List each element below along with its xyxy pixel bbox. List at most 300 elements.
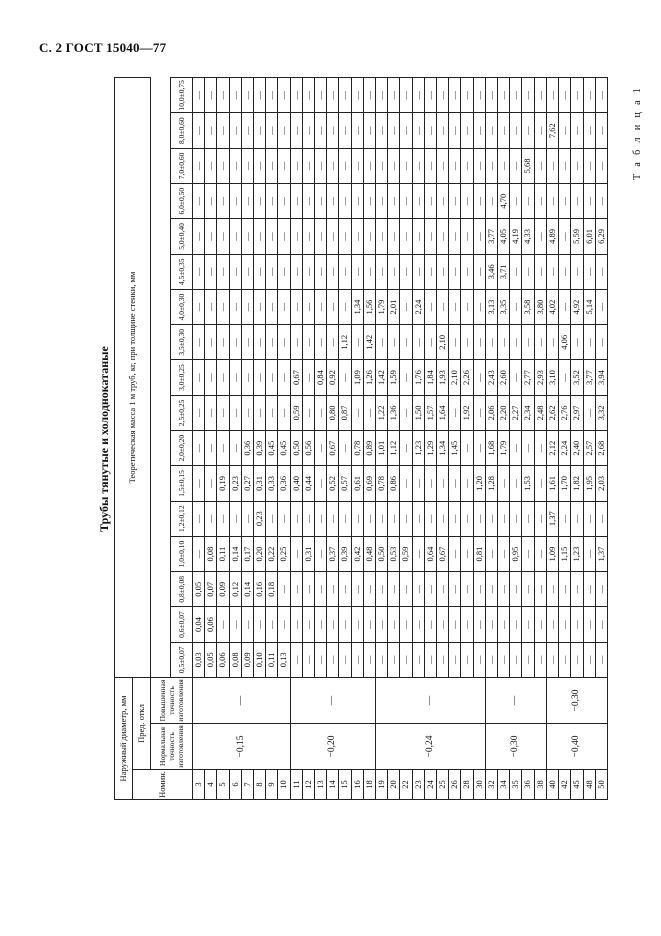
- mass-value-cell: —: [254, 325, 266, 360]
- thickness-header: 4,5±0,35: [171, 254, 193, 289]
- nominal-diameter-cell: 32: [485, 770, 497, 800]
- mass-value-cell: —: [339, 78, 351, 113]
- nominal-diameter-cell: 42: [559, 770, 571, 800]
- mass-value-cell: 1,68: [485, 431, 497, 466]
- thickness-header: 0,5±0,07: [171, 642, 193, 677]
- mass-value-cell: —: [376, 642, 388, 677]
- thickness-header: 1,0±0,10: [171, 536, 193, 571]
- nominal-diameter-cell: 7: [241, 770, 253, 800]
- mass-value-cell: —: [424, 325, 436, 360]
- table-body: [193, 78, 608, 800]
- mass-value-cell: 0,03: [193, 642, 205, 677]
- mass-value-cell: —: [254, 360, 266, 395]
- mass-value-cell: —: [510, 360, 522, 395]
- mass-value-cell: —: [229, 148, 241, 183]
- mass-value-cell: 2,57: [583, 431, 595, 466]
- mass-value-cell: —: [363, 219, 375, 254]
- mass-value-cell: —: [461, 325, 473, 360]
- pipe-mass-table: [114, 77, 608, 800]
- mass-value-cell: 1,42: [363, 325, 375, 360]
- mass-value-cell: 0,53: [388, 536, 400, 571]
- mass-value-cell: —: [302, 607, 314, 642]
- mass-value-cell: —: [217, 148, 229, 183]
- nominal-diameter-cell: 8: [254, 770, 266, 800]
- mass-value-cell: —: [595, 325, 607, 360]
- mass-value-cell: —: [522, 607, 534, 642]
- mass-value-cell: —: [351, 501, 363, 536]
- mass-value-cell: —: [278, 501, 290, 536]
- normal-tolerance-cell: −0,40: [546, 724, 607, 770]
- table-row: [376, 78, 388, 800]
- mass-value-cell: —: [376, 113, 388, 148]
- mass-value-cell: —: [546, 642, 558, 677]
- mass-value-cell: —: [266, 501, 278, 536]
- mass-value-cell: —: [376, 572, 388, 607]
- normal-tolerance-cell: −0,20: [290, 724, 375, 770]
- mass-value-cell: —: [473, 572, 485, 607]
- mass-value-cell: —: [266, 289, 278, 324]
- mass-value-cell: —: [327, 289, 339, 324]
- mass-value-cell: —: [522, 78, 534, 113]
- mass-value-cell: —: [510, 113, 522, 148]
- mass-value-cell: 0,25: [278, 536, 290, 571]
- mass-value-cell: —: [278, 113, 290, 148]
- mass-value-cell: —: [388, 642, 400, 677]
- mass-value-cell: —: [339, 184, 351, 219]
- mass-value-cell: —: [510, 148, 522, 183]
- mass-value-cell: —: [400, 254, 412, 289]
- mass-value-cell: —: [522, 254, 534, 289]
- mass-value-cell: —: [534, 113, 546, 148]
- mass-value-cell: —: [205, 501, 217, 536]
- mass-value-cell: —: [266, 395, 278, 430]
- mass-value-cell: —: [376, 78, 388, 113]
- thickness-header: 8,0±0,60: [171, 113, 193, 148]
- mass-value-cell: —: [583, 536, 595, 571]
- mass-value-cell: —: [595, 642, 607, 677]
- mass-value-cell: —: [498, 113, 510, 148]
- mass-value-cell: —: [363, 642, 375, 677]
- mass-value-cell: 1,92: [461, 395, 473, 430]
- mass-value-cell: —: [534, 148, 546, 183]
- mass-value-cell: —: [278, 607, 290, 642]
- nominal-diameter-cell: 15: [339, 770, 351, 800]
- mass-value-cell: —: [510, 254, 522, 289]
- mass-value-cell: —: [327, 148, 339, 183]
- mass-value-cell: —: [229, 254, 241, 289]
- mass-value-cell: 1,95: [583, 466, 595, 501]
- mass-value-cell: —: [498, 536, 510, 571]
- mass-value-cell: —: [522, 642, 534, 677]
- mass-value-cell: —: [290, 536, 302, 571]
- mass-value-cell: 1,57: [424, 395, 436, 430]
- mass-value-cell: —: [217, 113, 229, 148]
- mass-value-cell: —: [400, 219, 412, 254]
- mass-value-cell: —: [473, 501, 485, 536]
- mass-value-cell: —: [315, 572, 327, 607]
- mass-value-cell: —: [290, 289, 302, 324]
- mass-value-cell: —: [583, 607, 595, 642]
- mass-value-cell: 2,20: [498, 395, 510, 430]
- mass-value-cell: —: [278, 289, 290, 324]
- mass-value-cell: —: [217, 289, 229, 324]
- mass-value-cell: —: [583, 325, 595, 360]
- mass-value-cell: —: [351, 607, 363, 642]
- mass-value-cell: 1,37: [546, 501, 558, 536]
- thickness-header: 1,2±0,12: [171, 501, 193, 536]
- thickness-header: 5,0±0,40: [171, 219, 193, 254]
- mass-value-cell: —: [559, 254, 571, 289]
- mass-value-cell: —: [339, 289, 351, 324]
- mass-value-cell: —: [583, 148, 595, 183]
- mass-value-cell: 1,12: [339, 325, 351, 360]
- mass-value-cell: —: [461, 78, 473, 113]
- mass-value-cell: 0,10: [254, 642, 266, 677]
- mass-value-cell: —: [546, 607, 558, 642]
- mass-value-cell: —: [254, 289, 266, 324]
- mass-value-cell: —: [473, 219, 485, 254]
- mass-value-cell: 2,77: [522, 360, 534, 395]
- mass-value-cell: —: [424, 219, 436, 254]
- mass-value-cell: —: [546, 78, 558, 113]
- mass-value-cell: —: [363, 78, 375, 113]
- mass-value-cell: —: [473, 607, 485, 642]
- mass-value-cell: —: [351, 642, 363, 677]
- mass-value-cell: —: [376, 607, 388, 642]
- mass-value-cell: —: [400, 360, 412, 395]
- mass-value-cell: —: [217, 254, 229, 289]
- mass-value-cell: —: [510, 289, 522, 324]
- mass-value-cell: —: [315, 431, 327, 466]
- mass-value-cell: —: [400, 607, 412, 642]
- mass-value-cell: —: [363, 184, 375, 219]
- mass-value-cell: —: [339, 254, 351, 289]
- mass-value-cell: —: [193, 536, 205, 571]
- mass-value-cell: —: [376, 325, 388, 360]
- normal-tolerance-cell: −0,30: [485, 724, 546, 770]
- mass-value-cell: —: [302, 395, 314, 430]
- mass-value-cell: —: [327, 184, 339, 219]
- mass-value-cell: —: [473, 148, 485, 183]
- mass-value-cell: 2,03: [595, 466, 607, 501]
- mass-value-cell: 0,52: [327, 466, 339, 501]
- mass-value-cell: —: [315, 289, 327, 324]
- mass-value-cell: —: [461, 642, 473, 677]
- mass-value-cell: 0,87: [339, 395, 351, 430]
- mass-value-cell: —: [559, 78, 571, 113]
- thickness-header: 2,5±0,25: [171, 395, 193, 430]
- high-tolerance-cell: —: [290, 677, 375, 723]
- mass-value-cell: —: [571, 184, 583, 219]
- mass-value-cell: —: [571, 642, 583, 677]
- mass-value-cell: —: [376, 184, 388, 219]
- mass-value-cell: —: [363, 254, 375, 289]
- mass-value-cell: —: [266, 113, 278, 148]
- mass-value-cell: —: [461, 254, 473, 289]
- mass-value-cell: —: [583, 113, 595, 148]
- mass-value-cell: —: [278, 395, 290, 430]
- mass-value-cell: —: [302, 254, 314, 289]
- mass-value-cell: —: [376, 219, 388, 254]
- mass-value-cell: —: [534, 642, 546, 677]
- mass-value-cell: —: [351, 219, 363, 254]
- mass-value-cell: —: [449, 289, 461, 324]
- mass-value-cell: 1,53: [522, 466, 534, 501]
- mass-value-cell: 1,61: [546, 466, 558, 501]
- mass-value-cell: 0,67: [437, 536, 449, 571]
- mass-value-cell: —: [193, 219, 205, 254]
- mass-value-cell: 0,11: [266, 642, 278, 677]
- mass-value-cell: —: [412, 148, 424, 183]
- table-number-label: [632, 85, 646, 180]
- mass-value-cell: —: [534, 501, 546, 536]
- mass-value-cell: —: [449, 466, 461, 501]
- mass-value-cell: —: [595, 572, 607, 607]
- mass-value-cell: 0,14: [241, 572, 253, 607]
- mass-value-cell: —: [595, 607, 607, 642]
- mass-value-cell: 4,05: [498, 219, 510, 254]
- mass-value-cell: —: [315, 113, 327, 148]
- mass-value-cell: —: [449, 501, 461, 536]
- mass-value-cell: 0,67: [290, 360, 302, 395]
- thickness-header: 10,0±0,75: [171, 78, 193, 113]
- mass-value-cell: 0,64: [424, 536, 436, 571]
- mass-value-cell: —: [400, 148, 412, 183]
- mass-value-cell: —: [400, 572, 412, 607]
- mass-value-cell: 0,45: [278, 431, 290, 466]
- mass-value-cell: 0,14: [229, 536, 241, 571]
- mass-value-cell: —: [400, 431, 412, 466]
- table-title: Трубы тянутые и холоднокатаные: [97, 346, 111, 532]
- mass-value-cell: —: [302, 148, 314, 183]
- mass-value-cell: —: [290, 325, 302, 360]
- mass-value-cell: —: [510, 607, 522, 642]
- mass-value-cell: 0,56: [302, 431, 314, 466]
- nominal-diameter-cell: 22: [400, 770, 412, 800]
- mass-value-cell: 0,12: [229, 572, 241, 607]
- nominal-diameter-cell: 3: [193, 770, 205, 800]
- mass-value-cell: —: [400, 78, 412, 113]
- mass-value-cell: —: [510, 431, 522, 466]
- mass-value-cell: —: [400, 113, 412, 148]
- mass-value-cell: —: [315, 78, 327, 113]
- mass-value-cell: —: [559, 148, 571, 183]
- mass-value-cell: 0,50: [376, 536, 388, 571]
- mass-value-cell: —: [290, 184, 302, 219]
- mass-value-cell: 2,26: [461, 360, 473, 395]
- mass-value-cell: —: [559, 642, 571, 677]
- mass-value-cell: —: [437, 466, 449, 501]
- mass-value-cell: 2,76: [559, 395, 571, 430]
- mass-value-cell: —: [424, 254, 436, 289]
- high-accuracy-header: Повышенная точность изготовления: [151, 677, 193, 723]
- mass-value-cell: —: [412, 325, 424, 360]
- mass-value-cell: 0,18: [266, 572, 278, 607]
- mass-value-cell: —: [595, 501, 607, 536]
- mass-value-cell: —: [449, 607, 461, 642]
- mass-value-cell: —: [485, 607, 497, 642]
- table-row: [546, 78, 558, 800]
- mass-value-cell: —: [290, 148, 302, 183]
- mass-value-cell: —: [534, 607, 546, 642]
- mass-value-cell: —: [241, 395, 253, 430]
- mass-value-cell: 4,89: [546, 219, 558, 254]
- mass-value-cell: —: [583, 501, 595, 536]
- mass-value-cell: —: [302, 501, 314, 536]
- mass-value-cell: —: [571, 325, 583, 360]
- mass-value-cell: —: [424, 572, 436, 607]
- mass-value-cell: 3,80: [534, 289, 546, 324]
- mass-value-cell: —: [571, 148, 583, 183]
- nominal-diameter-cell: 4: [205, 770, 217, 800]
- mass-value-cell: —: [546, 572, 558, 607]
- mass-value-cell: —: [388, 572, 400, 607]
- mass-value-cell: —: [339, 219, 351, 254]
- mass-value-cell: —: [254, 607, 266, 642]
- mass-value-cell: 0,06: [205, 607, 217, 642]
- mass-value-cell: —: [376, 501, 388, 536]
- mass-value-cell: —: [205, 325, 217, 360]
- mass-value-cell: 0,92: [327, 360, 339, 395]
- mass-value-cell: —: [229, 501, 241, 536]
- mass-value-cell: —: [473, 360, 485, 395]
- mass-value-cell: —: [449, 78, 461, 113]
- mass-value-cell: 3,10: [546, 360, 558, 395]
- mass-value-cell: 5,59: [571, 219, 583, 254]
- mass-value-cell: —: [449, 113, 461, 148]
- mass-value-cell: 2,62: [546, 395, 558, 430]
- mass-value-cell: —: [339, 572, 351, 607]
- mass-value-cell: —: [315, 607, 327, 642]
- mass-value-cell: —: [583, 395, 595, 430]
- nominal-diameter-cell: 48: [583, 770, 595, 800]
- mass-value-cell: —: [424, 642, 436, 677]
- mass-value-cell: —: [534, 536, 546, 571]
- mass-value-cell: 2,06: [485, 395, 497, 430]
- mass-value-cell: —: [241, 607, 253, 642]
- mass-value-cell: —: [485, 148, 497, 183]
- mass-value-cell: —: [400, 184, 412, 219]
- mass-value-cell: —: [315, 254, 327, 289]
- mass-value-cell: 5,68: [522, 148, 534, 183]
- nominal-diameter-cell: 34: [498, 770, 510, 800]
- mass-value-cell: —: [205, 78, 217, 113]
- mass-value-cell: —: [546, 254, 558, 289]
- mass-value-cell: 5,14: [583, 289, 595, 324]
- mass-value-cell: 1,23: [571, 536, 583, 571]
- normal-accuracy-header: Нормальная точность изготовления: [151, 724, 193, 770]
- mass-value-cell: —: [424, 78, 436, 113]
- page-header: С. 2 ГОСТ 15040—77: [39, 40, 167, 55]
- mass-value-cell: —: [363, 572, 375, 607]
- mass-value-cell: —: [302, 289, 314, 324]
- mass-value-cell: —: [412, 78, 424, 113]
- mass-value-cell: —: [559, 501, 571, 536]
- mass-value-cell: —: [595, 254, 607, 289]
- mass-value-cell: —: [449, 572, 461, 607]
- thickness-header: 0,8±0,08: [171, 572, 193, 607]
- mass-value-cell: 0,20: [254, 536, 266, 571]
- mass-value-cell: —: [290, 219, 302, 254]
- mass-value-cell: —: [424, 113, 436, 148]
- mass-value-cell: 1,56: [363, 289, 375, 324]
- mass-value-cell: 0,05: [193, 572, 205, 607]
- mass-value-cell: —: [510, 325, 522, 360]
- mass-value-cell: —: [229, 395, 241, 430]
- mass-value-cell: —: [229, 184, 241, 219]
- mass-value-cell: —: [400, 325, 412, 360]
- mass-value-cell: —: [461, 148, 473, 183]
- mass-value-cell: 0,08: [229, 642, 241, 677]
- mass-value-cell: —: [193, 395, 205, 430]
- mass-value-cell: —: [254, 148, 266, 183]
- thickness-header: 1,5±0,15: [171, 466, 193, 501]
- mass-value-cell: —: [571, 78, 583, 113]
- nominal-diameter-cell: 9: [266, 770, 278, 800]
- mass-value-cell: —: [412, 219, 424, 254]
- mass-value-cell: 1,09: [546, 536, 558, 571]
- mass-value-cell: —: [351, 254, 363, 289]
- mass-value-cell: 1,59: [388, 360, 400, 395]
- mass-value-cell: 0,37: [327, 536, 339, 571]
- mass-value-cell: —: [193, 148, 205, 183]
- mass-value-cell: —: [254, 395, 266, 430]
- mass-value-cell: —: [522, 325, 534, 360]
- mass-value-cell: 1,01: [376, 431, 388, 466]
- mass-value-cell: 2,01: [388, 289, 400, 324]
- mass-value-cell: —: [498, 642, 510, 677]
- mass-value-cell: —: [485, 536, 497, 571]
- mass-value-cell: —: [449, 254, 461, 289]
- mass-value-cell: —: [193, 325, 205, 360]
- mass-value-cell: 0,36: [241, 431, 253, 466]
- nominal-diameter-cell: 16: [351, 770, 363, 800]
- mass-value-cell: —: [217, 78, 229, 113]
- mass-value-cell: 0,09: [217, 572, 229, 607]
- mass-value-cell: —: [534, 219, 546, 254]
- mass-value-cell: —: [424, 501, 436, 536]
- mass-value-cell: 0,17: [241, 536, 253, 571]
- mass-value-cell: 0,59: [400, 536, 412, 571]
- mass-value-cell: 0,69: [363, 466, 375, 501]
- mass-value-cell: —: [510, 642, 522, 677]
- mass-value-cell: —: [315, 219, 327, 254]
- mass-value-cell: —: [461, 501, 473, 536]
- mass-value-cell: 0,13: [278, 642, 290, 677]
- mass-value-cell: —: [254, 184, 266, 219]
- mass-value-cell: —: [559, 360, 571, 395]
- mass-value-cell: —: [559, 113, 571, 148]
- mass-value-cell: —: [522, 431, 534, 466]
- mass-value-cell: —: [583, 254, 595, 289]
- normal-tolerance-cell: −0,15: [193, 724, 291, 770]
- mass-value-cell: —: [290, 572, 302, 607]
- mass-value-cell: —: [595, 78, 607, 113]
- mass-value-cell: —: [424, 184, 436, 219]
- mass-value-cell: —: [205, 113, 217, 148]
- mass-value-cell: —: [522, 113, 534, 148]
- mass-value-cell: —: [388, 148, 400, 183]
- mass-value-cell: —: [302, 325, 314, 360]
- thickness-header: 4,0±0,30: [171, 289, 193, 324]
- nominal-diameter-cell: 36: [522, 770, 534, 800]
- high-tolerance-cell: —: [485, 677, 546, 723]
- nominal-diameter-cell: 35: [510, 770, 522, 800]
- mass-value-cell: —: [461, 572, 473, 607]
- mass-value-cell: —: [473, 289, 485, 324]
- mass-value-cell: —: [193, 78, 205, 113]
- thickness-header: 6,0±0,50: [171, 184, 193, 219]
